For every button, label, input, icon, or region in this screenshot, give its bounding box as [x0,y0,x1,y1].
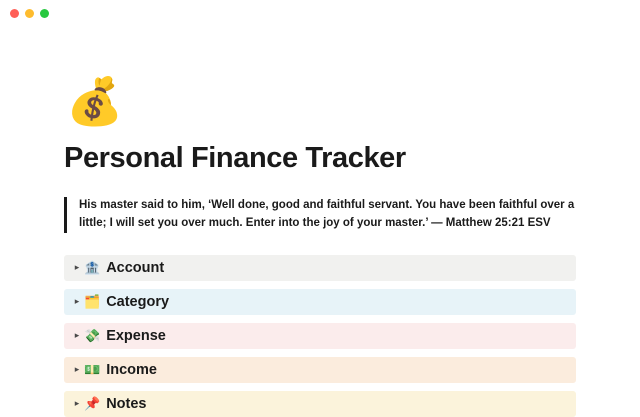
card-index-dividers-icon: 🗂️ [84,293,101,309]
page-title[interactable]: Personal Finance Tracker [64,142,406,174]
toggle-block-notes[interactable] [64,391,576,417]
toggle-label-account: Account [106,259,165,276]
toggle-block-category[interactable] [64,289,576,315]
toggle-block-expense[interactable] [64,323,576,349]
bank-icon: 🏦 [84,259,101,275]
money-with-wings-icon: 💸 [84,327,101,343]
dollar-banknote-icon: 💵 [84,361,101,377]
quote-block[interactable] [64,197,576,233]
window-titlebar [0,0,640,26]
chevron-right-icon[interactable]: ▸ [74,296,80,307]
toggle-list [64,255,576,417]
chevron-right-icon[interactable]: ▸ [74,364,80,375]
pushpin-icon: 📌 [84,395,101,411]
toggle-block-income[interactable] [64,357,576,383]
toggle-label-income: Income [106,361,157,378]
maximize-window-button[interactable] [40,9,49,18]
chevron-right-icon[interactable]: ▸ [74,330,80,341]
quote-text: His master said to him, ‘Well done, good and faithful servant. You have been faithful over a little; I will set you over much. Enter into the joy of your master.’ — Matthew 25:21 ESV [79,199,575,230]
chevron-right-icon[interactable]: ▸ [74,262,80,273]
close-window-button[interactable] [10,9,19,18]
toggle-label-expense: Expense [106,327,166,344]
chevron-right-icon[interactable]: ▸ [74,398,80,409]
toggle-block-account[interactable] [64,255,576,281]
window-controls [10,9,49,18]
page-content [0,75,640,417]
toggle-label-category: Category [106,293,170,310]
minimize-window-button[interactable] [25,9,34,18]
page-emoji-icon[interactable]: 💰 [66,75,124,127]
toggle-label-notes: Notes [106,395,147,412]
